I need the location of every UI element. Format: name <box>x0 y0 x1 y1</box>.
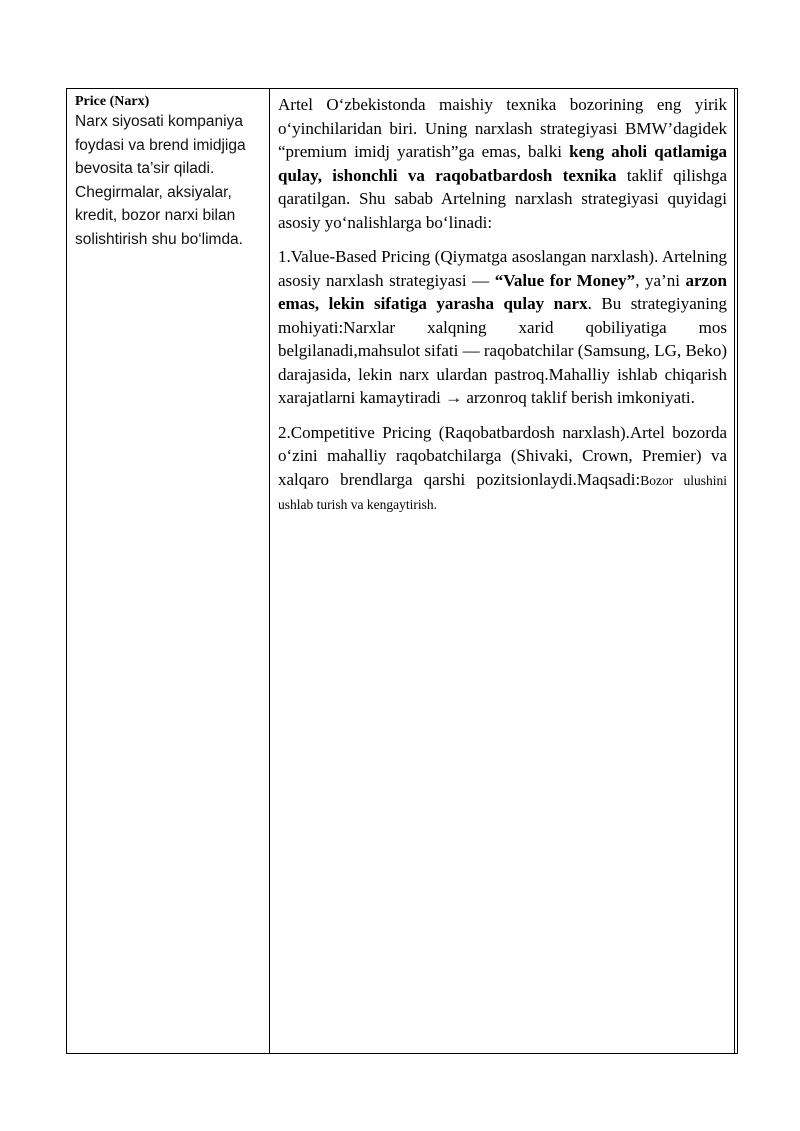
left-cell <box>67 89 270 1053</box>
value-bold-2: arzon emas, lekin sifatiga yarasha qulay narx <box>278 270 728 313</box>
intro-paragraph <box>278 93 731 234</box>
intro-text-2: taklif qilishga qaratilgan. Shu sabab Artelning narxlash strategiyasi quyidagi asosiy yo‘nalishlarga bo‘linadi: <box>278 165 727 232</box>
competitive-text-2: Bozor ulushini ushlab turish va kengaytirish. <box>278 472 727 512</box>
section-heading: Price (Narx) <box>75 94 150 109</box>
section-description: Narx siyosati kompaniya foydasi va brend imidjiga bevosita ta’sir qiladi. Chegirmalar, aksiyalar, kredit, bozor narxi bilan solishtirish shu bo‘limda. <box>75 113 246 248</box>
value-bold-1: “Value for Money” <box>494 270 636 290</box>
competitive-text-1: 2.Competitive Pricing (Raqobatbardosh narxlash).Artel bozorda o‘zini mahalliy raqobatchilarga (Shivaki, Crown, Premier) va xalqaro brendlarga qarshi pozitsionlaydi.Maqsadi: <box>278 422 727 489</box>
competitive-paragraph <box>278 421 731 517</box>
cell-border-line <box>734 89 735 1053</box>
intro-text-1: Artel O‘zbekistonda maishiy texnika bozorining eng yirik o‘yinchilaridan biri. Uning narxlash strategiyasi BMW’dagidek “premium imidj yaratish”ga emas, balki <box>278 95 727 161</box>
value-text-2: , ya’ni <box>635 270 686 290</box>
value-text-3: . Bu strategiyaning mohiyati:Narxlar xalqning xarid qobiliyatiga mos belgilanadi,mahsulot sifati — raqobatchilar (Samsung, LG, Beko) darajasida, lekin narx ulardan pastroq.Mahalliy ishlab chiqarish xarajatlarni kamaytiradi → arzonroq taklif berish imkoniyati. <box>278 294 727 407</box>
right-cell <box>270 89 737 1053</box>
content-table <box>66 88 738 1054</box>
value-based-paragraph <box>278 245 731 410</box>
value-text-1: 1.Value-Based Pricing (Qiymatga asoslangan narxlash). Artelning asosiy narxlash strategiyasi — <box>278 247 727 290</box>
intro-bold-1: keng aholi qatlamiga qulay, ishonchli va raqobatbardosh texnika <box>278 142 727 185</box>
